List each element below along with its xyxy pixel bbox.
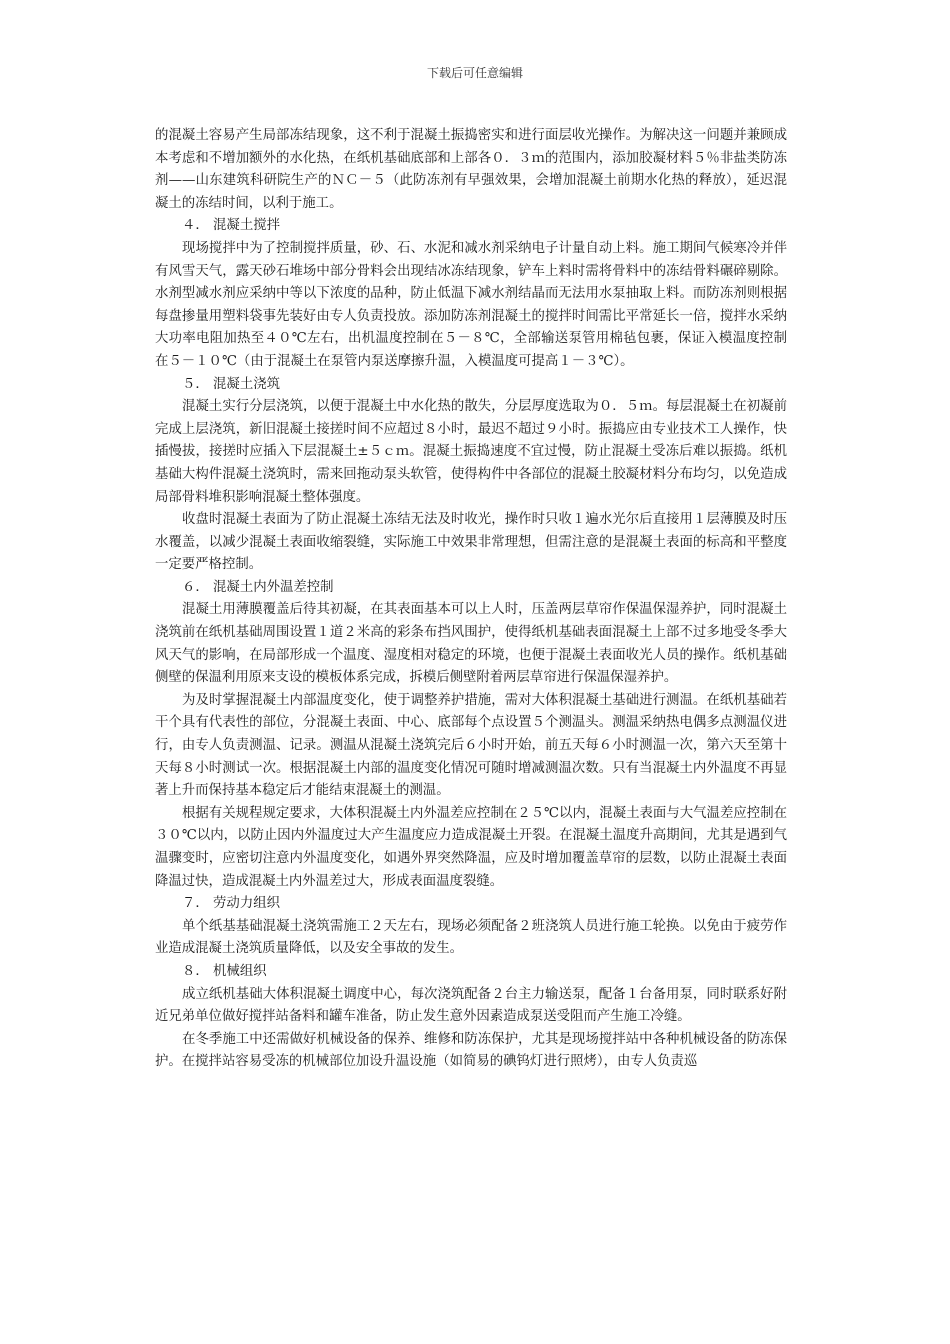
paragraph-temperature-limits: 根据有关规程规定要求，大体积混凝土内外温差应控制在２５℃以内，混凝土表面与大气温差应控制在３０℃以内，以防止因内外温度过大产生温度应力造成混凝土开裂。在混凝土温度升高期间，尤其是遇到气温骤变时，应密切注意内外温度变化，如遇外界突然降温，应及时增加覆盖草帘的层数，以防止混凝土表面降温过快，造成混凝土内外温差过大，形成表面温度裂缝。 [155,805,787,889]
paragraph-maintenance: 在冬季施工中还需做好机械设备的保养、维修和防冻保护，尤其是现场搅拌站中各种机械设备的防冻保护。在搅拌站容易受冻的机械部位加设升温设施（如简易的碘钨灯进行照烤），由专人负责巡 [155,1031,787,1070]
paragraph-curing: 混凝土用薄膜覆盖后待其初凝，在其表面基本可以上人时，压盖两层草帘作保温保湿养护，同时混凝土浇筑前在纸机基础周围设置１道２米高的彩条布挡风围护，使得纸机基础表面混凝土上部不过多地受冬季大风天气的影响，在局部形成一个温度、湿度相对稳定的环境，也便于混凝土表面收光人员的操作。纸机基础侧壁的保温利用原来支设的模板体系完成，拆模后侧壁附着两层草帘进行保温保湿养护。 [155,602,787,686]
paragraph-pouring: 混凝土实行分层浇筑，以便于混凝土中水化热的散失，分层厚度选取为０．５ｍ。每层混凝土在初凝前完成上层浇筑，新旧混凝土接搓时间不应超过８小时，最迟不超过９小时。振捣应由专业技术工人操作，快插慢拔，接搓时应插入下层混凝土±５ｃｍ。混凝土振捣速度不宜过慢，防止混凝土受冻后难以振捣。纸机基础大构件混凝土浇筑时，需来回拖动泵头软管，使得构件中各部位的混凝土胶凝材料分布均匀，以免造成局部骨料堆积影响混凝土整体强度。 [155,399,787,505]
document-body [155,125,787,1074]
section-heading-mixing: ４． 混凝土搅拌 [182,218,280,234]
paragraph-monitoring: 为及时掌握混凝土内部温度变化，使于调整养护措施，需对大体积混凝土基础进行测温。在纸机基础若干个具有代表性的部位，分混凝土表面、中心、底部每个点设置５个测温头。测温采纳热电偶多点测温仪进行，由专人负责测温、记录。测温从混凝土浇筑完后６小时开始，前五天每６小时测温一次，第六天至第十天每８小时测试一次。根据混凝土内部的温度变化情况可随时增减测温次数。只有当混凝土内外温度不再显著上升而保持基本稳定后才能结束混凝土的测温。 [155,692,787,799]
paragraph-labor: 单个纸基基础混凝土浇筑需施工２天左右，现场必须配备２班浇筑人员进行施工轮换。以免由于疲劳作业造成混凝土浇筑质量降低，以及安全事故的发生。 [155,918,787,957]
paragraph-machinery: 成立纸机基础大体积混凝土调度中心，每次浇筑配备２台主力输送泵，配备１台备用泵，同时联系好附近兄弟单位做好搅拌站备料和罐车准备，防止发生意外因素造成泵送受阻而产生施工冷缝。 [155,986,787,1025]
paragraph-mixing: 现场搅拌中为了控制搅拌质量，砂、石、水泥和减水剂采纳电子计量自动上料。施工期间气候寒冷并伴有风雪天气，露天砂石堆场中部分骨料会出现结冰冻结现象，铲车上料时需将骨料中的冻结骨料碾碎剔除。水剂型减水剂应采纳中等以下浓度的品种，防止低温下减水剂结晶而无法用水泵抽取上料。而防冻剂则根据每盘掺量用塑料袋事先装好由专人负责投放。添加防冻剂混凝土的搅拌时间需比平常延长一倍，搅拌水采纳大功率电阻加热至４０℃左右，出机温度控制在５－８℃，全部输送泵管用棉毡包裹，保证入模温度控制在５－１０℃（由于混凝土在泵管内泵送摩擦升温，入模温度可提高１－３℃）。 [155,240,787,369]
section-heading-machinery: ８． 机械组织 [182,963,267,979]
section-heading-labor: ７． 劳动力组织 [182,896,280,912]
page-header: 下载后可任意编辑 [426,66,523,80]
paragraph-antifreeze: 的混凝土容易产生局部冻结现象，这不利于混凝土振捣密实和进行面层收光操作。为解决这一问题并兼顾成本考虑和不增加额外的水化热，在纸机基础底部和上部各０．３ｍ的范围内，添加胶凝材料５％非盐类防冻剂——山东建筑科研院生产的ＮＣ－５（此防冻剂有早强效果，会增加混凝土前期水化热的释放），延迟混凝土的冻结时间，以利于施工。 [155,128,787,211]
paragraph-finishing: 收盘时混凝土表面为了防止混凝土冻结无法及时收光，操作时只收１遍水光尔后直接用１层薄膜及时压水覆盖，以减少混凝土表面收缩裂缝，实际施工中效果非常理想，但需注意的是混凝土表面的标高和平整度一定要严格控制。 [155,512,787,573]
section-heading-pouring: ５． 混凝土浇筑 [182,376,280,392]
section-heading-temperature: ６． 混凝土内外温差控制 [182,579,334,595]
